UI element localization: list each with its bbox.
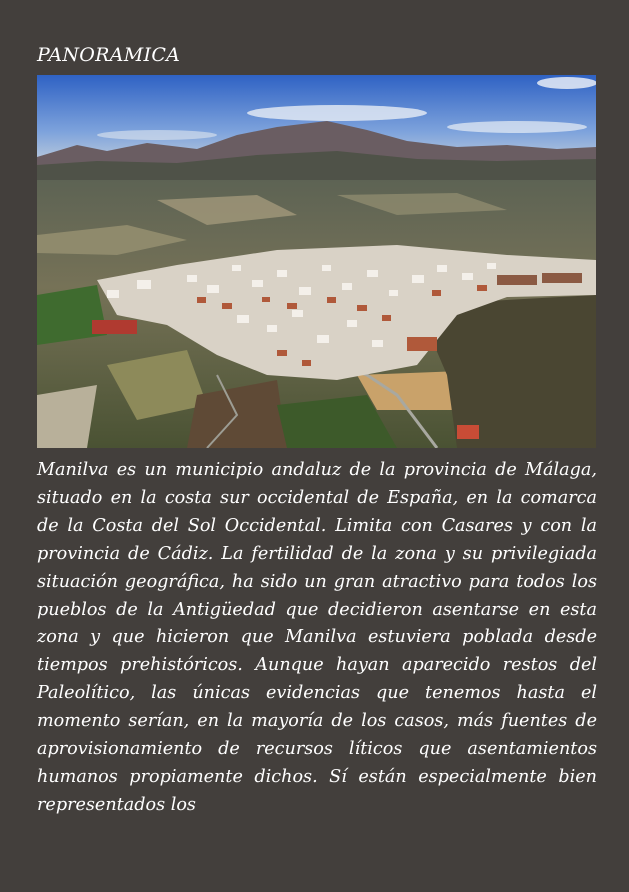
aerial-town-photo [37, 75, 596, 448]
page-title: PANORAMICA [37, 44, 181, 66]
aerial-landscape-illustration [37, 75, 596, 448]
description-paragraph: Manilva es un municipio andaluz de la provincia de Málaga, situado en la costa sur occidental de España, en la comarca de la Costa del Sol Occidental. Limita con Casares y con la provincia de Cádiz. La fertilidad de la zona y su privilegiada situación geográfica, ha sido un gran atractivo para todos los pueblos de la Antigüedad que decidieron asentarse en esta zona y que hicieron que Manilva estuviera poblada desde tiempos prehistóricos. Aunque hayan aparecido restos del Paleolítico, las únicas evidencias que tenemos hasta el momento serían, en la mayoría de los casos, más fuentes de aprovisionamiento de recursos líticos que asentamientos humanos propiamente dichos. Sí están especialmente bien representados los [37, 460, 597, 815]
